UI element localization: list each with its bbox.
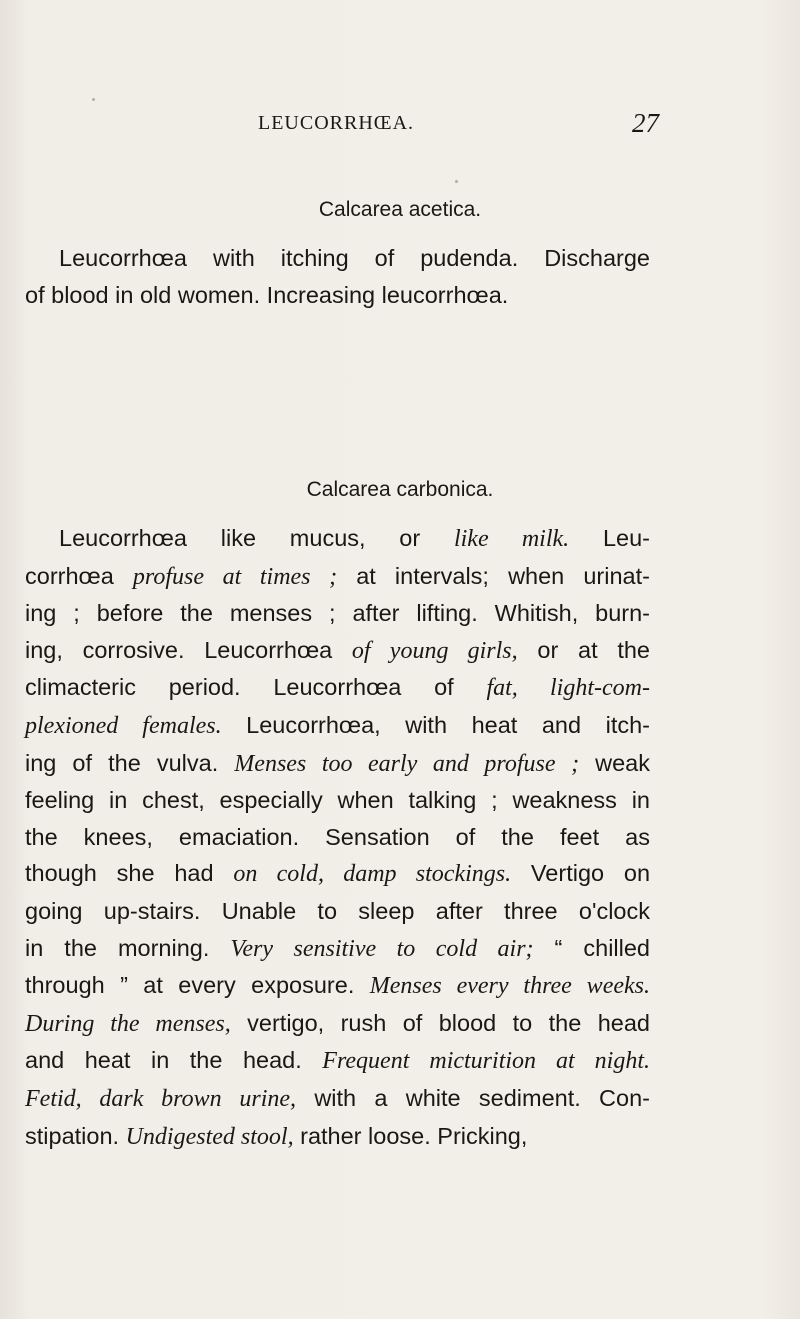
text-run: or at the (517, 636, 650, 663)
text-run: weak (579, 749, 650, 776)
text-run: the knees, emaciation. Sensation of the feet as (25, 823, 650, 850)
italic-run: like milk. (453, 526, 570, 552)
text-line (25, 240, 650, 277)
running-title: LEUCORRHŒA. (258, 112, 415, 134)
text-run: at intervals; when urinat- (337, 562, 650, 589)
text-run: Leucorrhœa, with heat and itch- (221, 711, 650, 738)
text-run: ing, corrosive. Leucorrhœa (25, 636, 352, 663)
text-run: with a white sediment. Con- (296, 1084, 650, 1111)
text-line (25, 632, 650, 670)
text-line (25, 930, 650, 968)
text-run: Leucorrhœa with itching of pudenda. Discharge (59, 245, 650, 271)
text-line (25, 1080, 650, 1118)
text-run: Vertigo on (511, 860, 651, 887)
text-run: Leucorrhœa like mucus, or (59, 525, 454, 551)
italic-run: Undigested stool, (125, 1123, 294, 1150)
text-run: Leu- (569, 525, 650, 551)
text-line (25, 819, 650, 856)
text-run: ing ; before the menses ; after lifting. Whitish, burn- (25, 600, 650, 627)
section-heading-calcarea-carbonica: Calcarea carbonica. (306, 478, 494, 501)
section-body-calcarea-carbonica (25, 520, 650, 1155)
italic-run: profuse at times ; (132, 563, 338, 590)
text-run: rather loose. Pricking, (293, 1122, 528, 1149)
text-run: though she had (25, 860, 234, 887)
section-body-calcarea-acetica (25, 240, 650, 313)
italic-run: Menses too early and profuse ; (234, 750, 580, 777)
text-line (25, 558, 650, 596)
text-run: feeling in chest, especially when talking ; weakness in (25, 787, 650, 814)
text-run: climacteric period. Leucorrhœa of (25, 674, 487, 701)
text-run: going up-stairs. Unable to sleep after three o'clock (25, 897, 650, 924)
text-run: ing of the vulva. (25, 749, 235, 776)
italic-run: Very sensitive to cold air; (230, 935, 534, 962)
running-head (0, 108, 800, 142)
text-line (25, 893, 650, 930)
text-run: vertigo, rush of blood to the head (230, 1009, 650, 1036)
italic-run: Menses every three weeks. (369, 973, 650, 1000)
paper-speck (455, 180, 458, 183)
page-number: 27 (632, 108, 659, 138)
text-run: stipation. (25, 1122, 126, 1149)
text-run: through ” at every exposure. (25, 972, 370, 999)
text-line (25, 1005, 650, 1043)
italic-run: of young girls, (351, 637, 518, 664)
text-line (25, 967, 650, 1005)
text-line (25, 669, 650, 707)
text-run: in the morning. (25, 934, 231, 961)
italic-run: on cold, damp stockings. (233, 861, 512, 888)
paper-speck (92, 98, 95, 101)
text-line (25, 782, 650, 819)
text-line (25, 855, 650, 893)
italic-run: fat, light-com- (486, 675, 650, 702)
italic-run: Fetid, dark brown urine, (25, 1085, 297, 1112)
text-line (25, 595, 650, 632)
text-line (25, 1042, 650, 1080)
text-run: corrhœa (25, 562, 133, 589)
text-run: “ chilled (533, 934, 650, 961)
italic-run: plexioned females. (25, 712, 222, 739)
text-line (25, 277, 650, 314)
italic-run: Frequent micturition at night. (322, 1048, 651, 1075)
italic-run: During the menses, (25, 1010, 231, 1037)
text-line (25, 745, 650, 783)
text-run: and heat in the head. (25, 1047, 323, 1074)
text-line (25, 1118, 650, 1156)
text-run: of blood in old women. Increasing leucorrhœa. (25, 281, 509, 308)
text-line (25, 520, 650, 558)
text-line (25, 707, 650, 745)
section-heading-calcarea-acetica: Calcarea acetica. (318, 198, 482, 221)
